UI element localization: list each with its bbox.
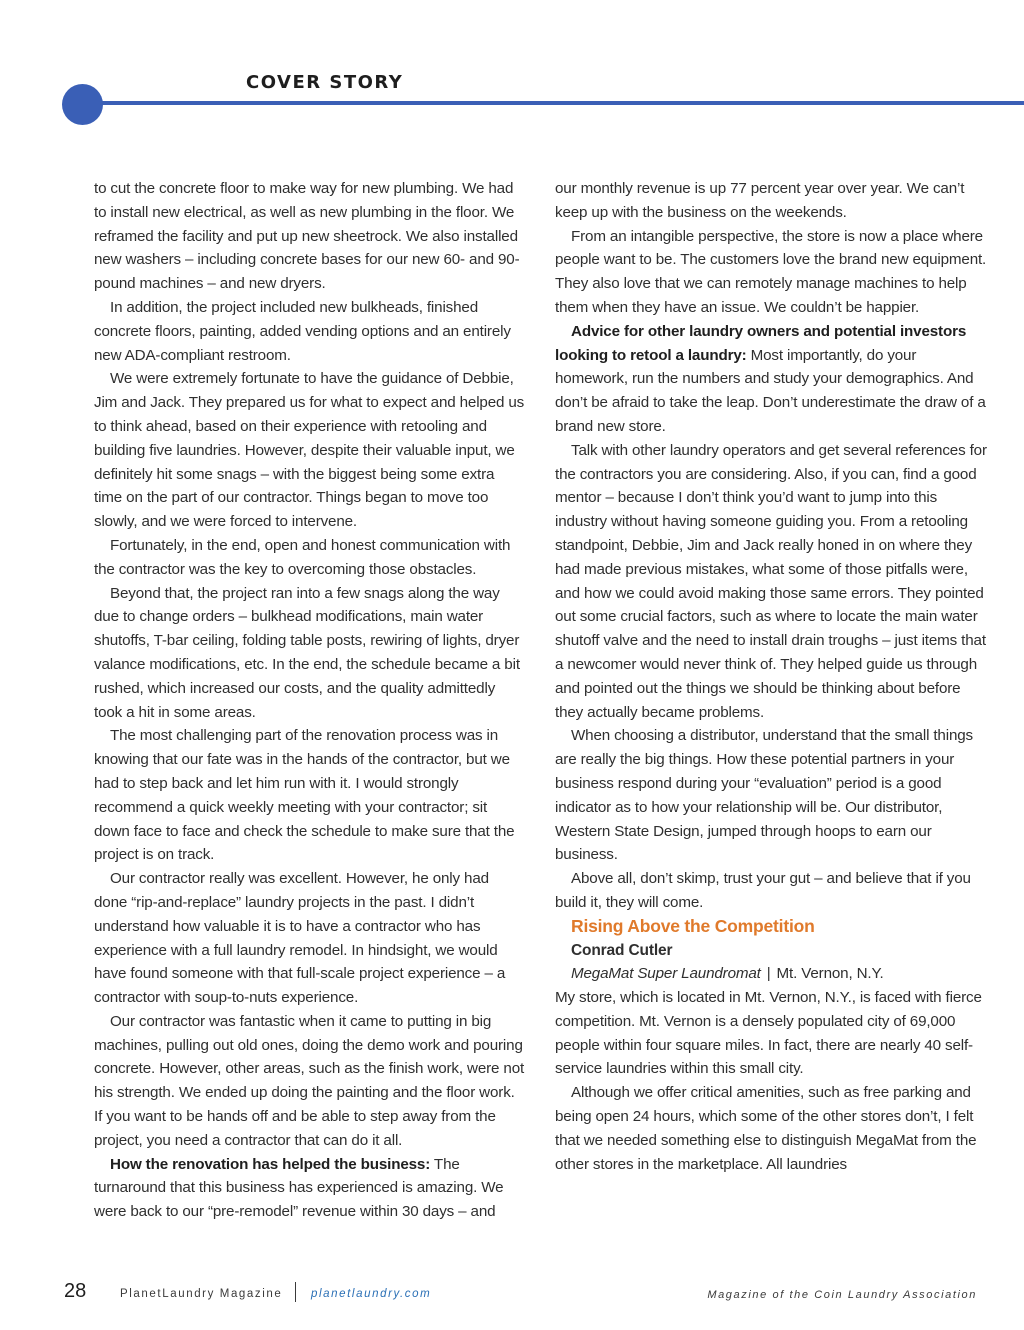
author-business: MegaMat Super Laundromat — [571, 965, 761, 983]
advice-text: Most importantly, do your homework, run the numbers and study your demographics. And don’t be afraid to take the leap. Don’t underestimate the draw of a brand new store. — [555, 346, 986, 435]
body-paragraph: In addition, the project included new bulkheads, finished concrete floors, painting, added vending options and an entirely new ADA-compliant restroom. — [94, 298, 511, 364]
right-column — [555, 177, 987, 1176]
body-paragraph: Above all, don’t skimp, trust your gut – and believe that if you build it, they will come. — [555, 870, 971, 911]
footer-divider — [295, 1282, 296, 1302]
page-number: 28 — [64, 1280, 87, 1302]
association-tagline: Magazine of the Coin Laundry Association — [707, 1289, 977, 1301]
body-paragraph: My store, which is located in Mt. Vernon, N.Y., is faced with fierce competition. Mt. Vernon is a densely populated city of 69,000 people within four square miles. In fact, there are nearly 40 self-service laundries within this small city. — [555, 989, 982, 1078]
body-paragraph: Our contractor was fantastic when it came to putting in big machines, pulling out old ones, doing the demo work and pouring concrete. However, other areas, such as the finish work, were not his strength. We ended up doing the painting and the floor work. If you want to be hands off and be able to step away from the project, you need a contractor that can do it all. — [94, 1012, 525, 1149]
page-footer — [0, 1280, 1024, 1310]
header-dot-ornament — [62, 84, 103, 125]
body-paragraph: Talk with other laundry operators and get several references for the contractors you are considering. Also, if you can, find a good mentor – because I don’t think you’d want to jump into this industry without having someone guiding you. From a retooling standpoint, Debbie, Jim and Jack really honed in on where they had made previous mistakes, what some of those pitfalls were, and how we could avoid making those same errors. They pointed out some crucial factors, such as where to locate the main water shutoff valve and the need to install drain troughs – just items that a newcomer would never think of. They helped guide us through and pointed out the things we should be thinking about before they actually became problems. — [555, 441, 987, 721]
body-paragraph: The most challenging part of the renovation process was in knowing that our fate was in the hands of the contractor, but we had to step back and let him run with it. I would strongly recommend a quick weekly meeting with your contractor; sit down face to face and check the schedule to make sure that the project is on track. — [94, 727, 515, 864]
section-heading: Rising Above the Competition — [571, 915, 815, 936]
body-paragraph: When choosing a distributor, understand that the small things are really the big things. How these potential partners in your business respond during your “evaluation” period is a good indicator as to how your relationship will be. Our distributor, Western State Design, jumped through hoops to earn our business. — [555, 727, 973, 864]
lead-in-text: The turnaround that this business has experienced is amazing. We were back to our “pre-remodel” revenue within 30 days – and — [94, 1155, 504, 1221]
body-paragraph: our monthly revenue is up 77 percent year over year. We can’t keep up with the business on the weekends. — [555, 180, 965, 221]
lead-in-bold: How the renovation has helped the business: — [110, 1155, 431, 1173]
advice-bold: Advice for other laundry owners and potential investors looking to retool a laundry: — [555, 322, 967, 364]
body-paragraph: From an intangible perspective, the store is now a place where people want to be. The customers love the brand new equipment. They also love that we can remotely manage machines to help them when they have an issue. We couldn’t be happier. — [555, 227, 987, 316]
body-paragraph: to cut the concrete floor to make way for new plumbing. We had to install new electrical, as well as new plumbing in the floor. We reframed the facility and put up new sheetrock. We also installed new washers – including concrete bases for our new 60- and 90-pound machines – and new dryers. — [94, 180, 520, 293]
affiliation-separator: | — [766, 965, 771, 983]
section-label: COVER STORY — [246, 72, 404, 93]
body-paragraph: Although we offer critical amenities, such as free parking and being open 24 hours, which some of the other stores don’t, I felt that we needed something else to distinguish MegaMat from the other stores in the marketplace. All laundries — [555, 1084, 977, 1173]
body-paragraph: Beyond that, the project ran into a few snags along the way due to change orders – bulkhead modifications, main water shutoffs, T-bar ceiling, folding table posts, rewiring of lights, dryer valance modifications, etc. In the end, the schedule became a bit rushed, which increased our costs, and the quality admittedly took a hit in some areas. — [94, 584, 520, 721]
left-column — [94, 177, 526, 1224]
body-paragraph-lead-in — [94, 1153, 526, 1224]
header-rule — [100, 101, 1024, 105]
author-affiliation — [555, 962, 987, 986]
body-paragraph: Our contractor really was excellent. However, he only had done “rip-and-replace” laundry projects in the past. I didn’t understand how valuable it is to have a contractor who has experience with a full laundry remodel. In hindsight, we would have found someone with that full-scale project experience – a contractor with soup-to-nuts experience. — [94, 870, 506, 1007]
body-paragraph: We were extremely fortunate to have the guidance of Debbie, Jim and Jack. They prepared us for what to expect and helped us to think ahead, based on their experience with retooling and building five laundries. However, despite their valuable input, we definitely hit some snags – with the biggest being some extra time on the part of our contractor. Things began to move too slowly, and we were forced to intervene. — [94, 370, 525, 531]
body-paragraph: Fortunately, in the end, open and honest communication with the contractor was the key to overcoming those obstacles. — [94, 536, 511, 578]
author-location: Mt. Vernon, N.Y. — [776, 965, 884, 983]
body-paragraph-advice — [555, 320, 987, 439]
magazine-name: PlanetLaundry Magazine — [120, 1288, 283, 1300]
magazine-url-link[interactable]: planetlaundry.com — [311, 1288, 432, 1300]
page-header — [0, 0, 1024, 140]
author-name: Conrad Cutler — [571, 941, 673, 959]
